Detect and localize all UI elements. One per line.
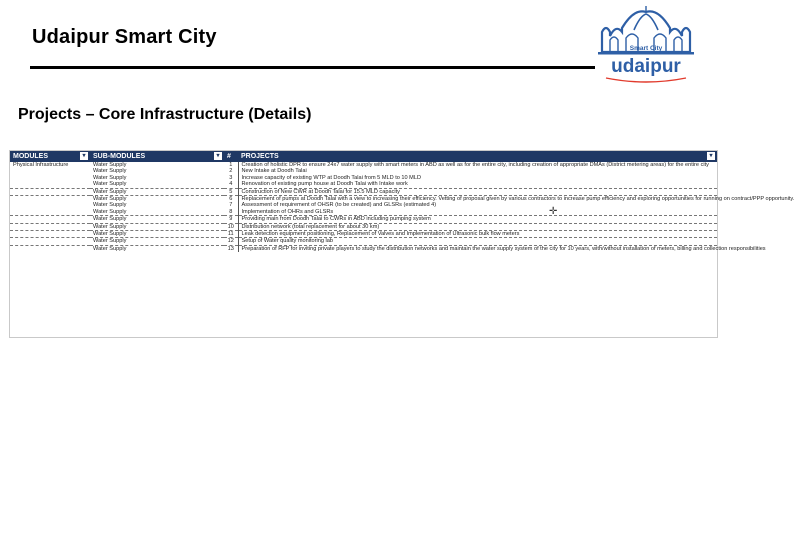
number-cell: 13 [227,245,234,252]
number-cell: 6 [229,196,233,203]
column-header-number[interactable]: # [224,151,238,162]
project-cell: Renovation of existing pump house at Doodh Talai with Intake work [238,181,717,188]
table-row [10,188,717,195]
project-cell: Preparation of RFP for inviting private players to study the distribution networks and maintain the water supply system of the city for 10 years, with/without installation of meters, billing and collection responsibilities [238,245,717,252]
module-cell [10,188,90,195]
sub-module-cell: Water Supply [93,162,127,168]
filter-dropdown-icon[interactable]: ▾ [214,152,222,160]
project-cell: Creation of holistic DPR to ensure 24x7 water supply with smart meters in ABD as well as for the entire city, including creation of appropriate DMAs (District metering areas) for the entire city [238,162,717,168]
module-cell [10,231,90,238]
column-header-sub-modules[interactable]: SUB-MODULES ▾ [90,151,224,162]
sub-module-cell: Water Supply [93,208,127,215]
table-row [10,245,717,252]
sub-module-cell: Water Supply [93,188,127,195]
number-cell: 3 [229,174,233,181]
number-cell: 7 [229,202,233,209]
filter-dropdown-icon[interactable]: ▾ [707,152,715,160]
sub-module-cell: Water Supply [93,238,127,245]
column-header-projects[interactable]: PROJECTS ▾ [238,151,717,162]
filter-dropdown-icon[interactable]: ▾ [80,152,88,160]
project-cell: Replacement of pumps at Doodh Talai with a view to increasing their efficiency. Vetting of proposal given by various contractors to increase pump efficiency and exploring opportunities for running on contract/PPP opportunity. [238,196,717,203]
number-cell: 10 [227,223,234,230]
number-cell: 5 [229,188,233,195]
module-cell [10,223,90,230]
sub-module-cell: Water Supply [93,245,127,252]
number-cell: 4 [229,181,233,188]
table-row [10,238,717,245]
table-row [10,216,717,223]
column-header-modules[interactable]: MODULES ▾ [10,151,90,162]
sub-module-cell: Water Supply [93,168,127,175]
sub-module-cell: Water Supply [93,196,127,203]
sub-module-cell: Water Supply [93,231,127,238]
project-cell: Implementation of OHRs and GLSRs [238,209,717,216]
module-cell [10,238,90,245]
section-subtitle: Projects – Core Infrastructure (Details) [18,106,312,123]
projects-table [10,151,794,252]
sub-module-cell: Water Supply [93,202,127,209]
module-cell [10,196,90,203]
number-cell: 1 [229,162,233,168]
number-cell: 9 [229,216,233,223]
udaipur-smart-city-logo [596,6,696,86]
number-cell: 2 [229,168,233,175]
project-cell: Providing main from Doodh Talai to CWRs in ABD including pumping system [238,216,717,223]
sub-module-cell: Water Supply [93,174,127,181]
table-row [10,231,717,238]
page-title: Udaipur Smart City [32,26,217,48]
table-row [10,209,717,216]
module-cell [10,209,90,216]
logo-small-text: Smart City [629,45,663,52]
project-cell: Increase capacity of existing WTP at Doodh Talai from 5 MLD to 10 MLD [238,175,717,181]
project-cell: Distribution network (total replacement for about 30 km) [238,223,717,230]
projects-spreadsheet [9,150,794,338]
project-cell: Assessment of requirement of OHSR (to be created) and GLSRs (estimated 4) [238,202,717,208]
module-cell [10,216,90,223]
project-cell: New Intake at Doodh Talai [238,168,717,174]
title-divider [30,66,595,69]
sub-module-cell: Water Supply [93,223,127,230]
number-cell: 12 [227,238,234,245]
table-row [10,181,717,188]
table-header-row [10,151,717,162]
module-cell [10,245,90,252]
plus-cursor-icon: ✛ [549,206,558,217]
table-row [10,196,717,203]
project-cell: Setup of Water quality monitoring lab [238,238,717,245]
project-cell: Construction of New CWR at Doodh Talai for 15.5 MLD capacity [238,188,717,195]
module-cell [10,181,90,188]
logo-big-text: udaipur [611,56,681,77]
sub-module-cell: Water Supply [93,181,127,188]
project-cell: Leak detection equipment positioning, Replacement of Valves and Implementation of Ultrasonic bulk flow meters [238,231,717,238]
table-row [10,223,717,230]
module-cell: Physical Infrastructure [13,162,69,168]
sub-module-cell: Water Supply [93,216,127,223]
number-cell: 8 [229,208,233,215]
number-cell: 11 [227,231,234,238]
